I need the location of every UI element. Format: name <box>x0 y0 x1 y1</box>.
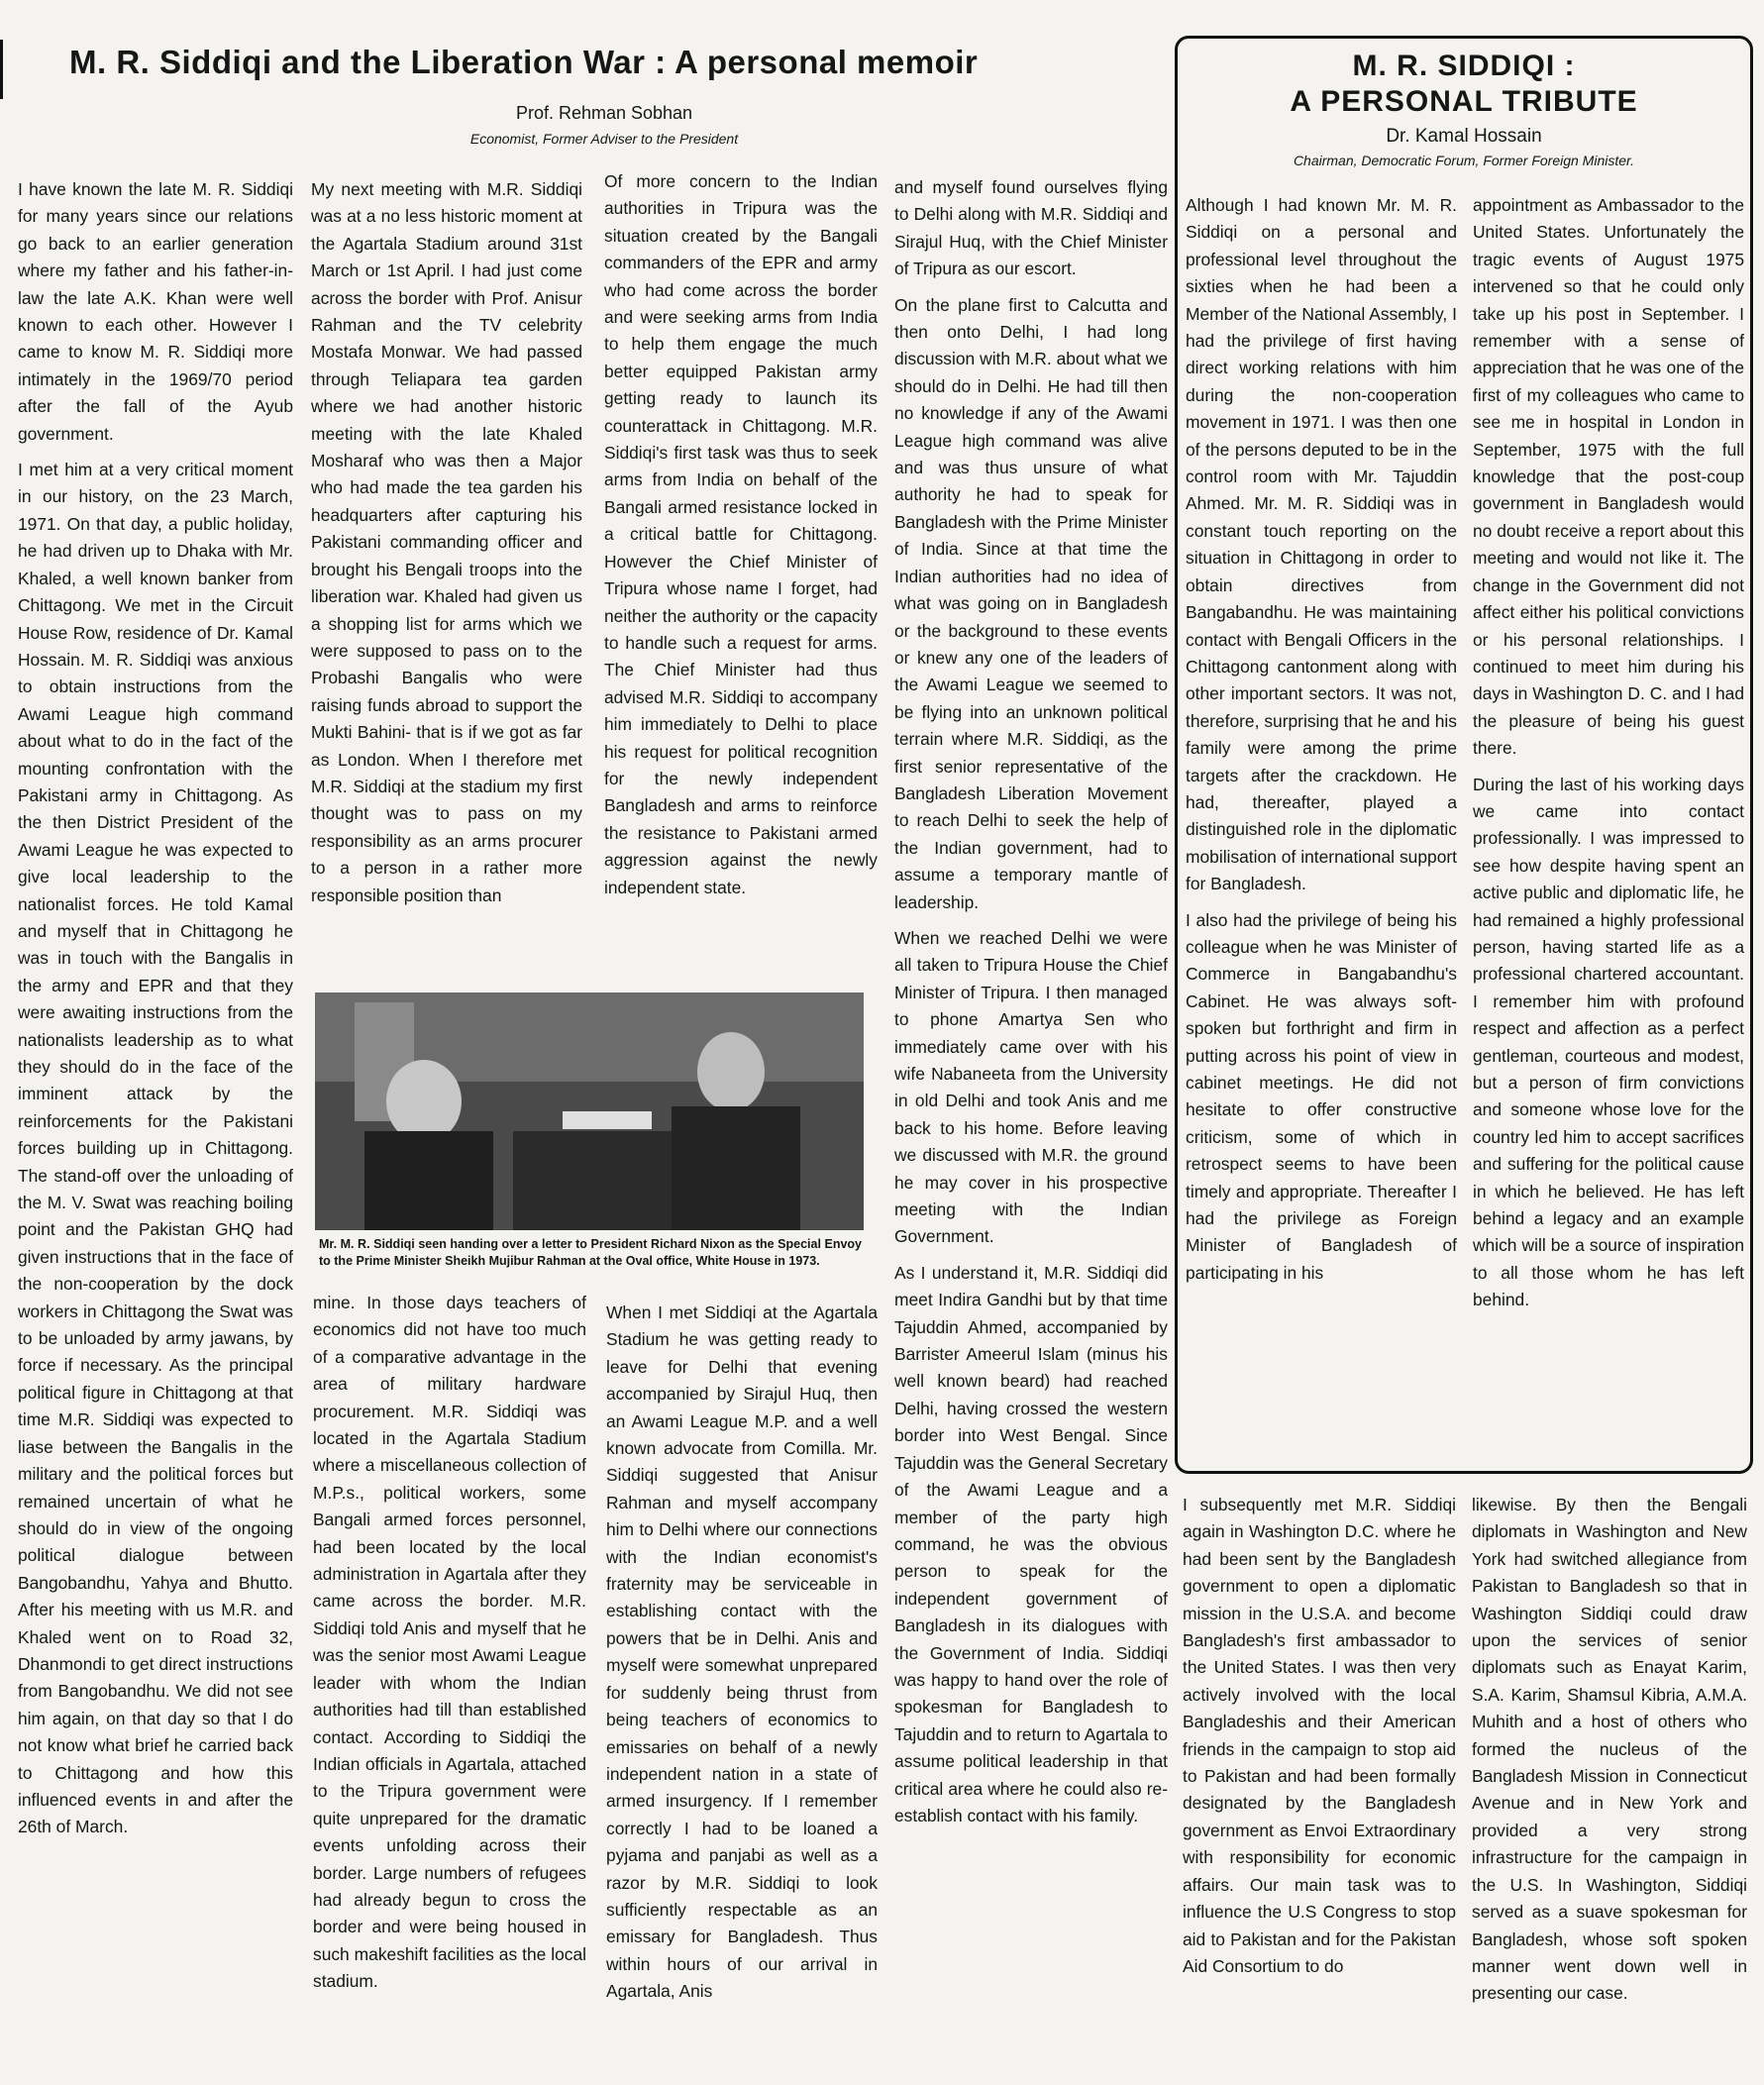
paragraph: When we reached Delhi we were all taken to Tripura House the Chief Minister of Tripura. I then managed to phone Amartya Sen who immediately came over with his wife Nabaneeta from the University in old Delhi and took Anis and me back to his home. Before leaving we discussed with M.R. the ground he may cover in his prospective meeting with the Indian Government. <box>894 927 1168 1247</box>
paragraph: I also had the privilege of being his colleague when he was Minister of Commerce in Bangabandhu's Cabinet. He was always soft-spoken but forthright and firm in putting across his point of view in cabinet meetings. He did not hesitate to offer constructive criticism, some of which in retrospect seems to have been timely and appropriate. Thereafter I had the privilege as Foreign Minister of Bangladesh of participating in his <box>1186 909 1457 1283</box>
lower-right-column-1 <box>1183 1492 1456 2082</box>
paragraph: As I understand it, M.R. Siddiqi did meet Indira Gandhi but by that time Tajuddin Ahmed, accompanied by Barrister Ameerul Islam (minus his well known beard) had reached Delhi, having crossed the western border into West Bengal. Since Tajuddin was the General Secretary of the Awami League and a member of the party high command, he was the obvious person to speak for the independent government of Bangladesh in its dialogues with the Government of India. Siddiqi was happy to hand over the role of spokesman for Bangladesh to Tajuddin and to return to Agartala to assume political leadership in that critical area where he could also re-establish contact with his family. <box>894 1262 1168 1825</box>
photo-person-left-head <box>386 1060 462 1143</box>
tribute-title <box>1178 49 1750 120</box>
paragraph: During the last of his working days we came into contact professionally. I was impressed to see how despite having spent an active public and diplomatic life, he had remained a highly professional person, having started life as a professional chartered accountant. I remember him with profound respect and affection as a perfect gentleman, courteous and modest, but a person of firm convictions and someone whose love for the country led him to accept sacrifices and suffering for the political cause in which he believed. He has left behind a legacy and an example which will be a source of inspiration to all those whom he has left behind. <box>1473 774 1744 1310</box>
photo-letter <box>563 1111 652 1129</box>
article-column-2-bottom <box>313 1290 586 2082</box>
nixon-meeting-photo <box>315 992 864 1230</box>
tribute-title-line-1: M. R. SIDDIQI : <box>1352 50 1576 82</box>
article-column-1 <box>18 176 293 2078</box>
paragraph: On the plane first to Calcutta and then onto Delhi, I had long discussion with M.R. about what we should do in Delhi. He had till then no knowledge if any of the Awami League high command was alive and was thus unsure of what authority he had to speak for Bangladesh with the Prime Minister of India. Since at that time the Indian authorities had no idea of what was going on in Bangladesh or the background to these events or knew any one of the leaders of the Awami League we seemed to be flying into an unknown political terrain where M.R. Siddiqi, as the first senior representative of the Bangladesh Liberation Movement to reach Delhi to seek the help of the Indian government, had to assume a temporary mantle of leadership. <box>894 294 1168 912</box>
lower-right-column-2 <box>1472 1492 1747 2082</box>
paragraph: Of more concern to the Indian authorities in Tripura was the situation created by the Bangali commanders of the EPR and army who had come across the border and were seeking arms from India to help them engage the much better equipped Pakistan army getting ready to launch its counterattack in Chittagong. M.R. Siddiqi's first task was thus to seek arms from India on behalf of the Bangali armed resistance locked in a critical battle for Chittagong. However the Chief Minister of Tripura whose name I forget, had neither the authority or the capacity to handle such a request for arms. The Chief Minister had thus advised M.R. Siddiqi to accompany him immediately to Delhi to place his request for political recognition for the newly independent Bangladesh and arms to reinforce the resistance to Pakistani armed aggression against the newly independent state. <box>604 171 878 897</box>
photo-illustration <box>315 992 864 1230</box>
tribute-column-1 <box>1186 192 1457 1465</box>
article-author: Prof. Rehman Sobhan <box>515 103 693 123</box>
paragraph: When I met Siddiqi at the Agartala Stadium he was getting ready to leave for Delhi that evening accompanied by Sirajul Huq, then an Awami League M.P. and a well known advocate from Comilla. Mr. Siddiqi suggested that Anisur Rahman and myself accompany him to Delhi where our connections with the Indian economist's fraternity may be serviceable in establishing contact with the powers that be in Delhi. Anis and myself were somewhat unprepared for suddenly being thrust from being teachers of economics to emissaries on behalf of a newly independent nation in a state of armed insurgency. If I remember correctly I had to be loaned a pyjama and panjabi as well as a razor by M.R. Siddiqi to look sufficiently respectable as an emissary for Bangladesh. Thus within hours of our arrival in Agartala, Anis <box>606 1303 878 2002</box>
paragraph: My next meeting with M.R. Siddiqi was at a no less historic moment at the Agartala Stadium around 31st March or 1st April. I had just come across the border with Prof. Anisur Rahman and the TV celebrity Mostafa Monwar. We had passed through Teliapara tea garden where we had another historic meeting with the late Khaled Mosharaf who was then a Major who had made the tea garden his headquarters after capturing his Pakistani commanding officer and brought his Bengali troops into the liberation war. Khaled had given us a shopping list for arms which we were supposed to pass on to the Probashi Bangalis who were raising funds abroad to support the Mukti Bahini- that is if we got as far as London. When I therefore met M.R. Siddiqi at the stadium my first thought was to pass on my responsibility as an arms procurer to a person in a rather more responsible position than <box>311 179 582 905</box>
article-column-3-top <box>604 168 878 989</box>
page-edge-mark <box>0 40 9 99</box>
tribute-title-line-2: A PERSONAL TRIBUTE <box>1290 85 1638 118</box>
paragraph: I have known the late M. R. Siddiqi for many years since our relations go back to an earlier generation where my father and his father-in-law the late A.K. Khan were well known to each other. However I came to know M. R. Siddiqi more intimately in the 1969/70 period after the fall of the Ayub government. <box>18 179 293 444</box>
tribute-column-2 <box>1473 192 1744 1465</box>
photo-person-right-head <box>697 1032 765 1111</box>
tribute-author-role: Chairman, Democratic Forum, Former Foreign Minister. <box>1293 153 1635 168</box>
tribute-author: Dr. Kamal Hossain <box>1386 126 1542 147</box>
paragraph: I met him at a very critical moment in our history, on the 23 March, 1971. On that day, a public holiday, he had driven up to Dhaka with Mr. Khaled, a well known banker from Chittagong. We met in the Circuit House Row, residence of Dr. Kamal Hossain. M. R. Siddiqi was anxious to obtain instructions from the Awami League high command about what to do in the fact of the mounting confrontation with the Pakistani army in Chittagong. As the then District President of the Awami League he was expected to give local leadership to the nationalist forces. He told Kamal and myself that in Chittagong he was in touch with the Bangalis in the army and EPR and that they were awaiting instructions from the nationalists leadership as to what they should do in the face of the imminent attack by the reinforcements for the Pakistani forces building up in Chittagong. The stand-off over the unloading of the M. V. Swat was reaching boiling point and the Pakistan GHQ had given instructions that in the face of the non-cooperation by the dock workers in Chittagong the Swat was to be unloaded by army jawans, by force if necessary. As the principal political figure in Chittagong at that time M.R. Siddiqi was expected to liase between the Bangalis in the military and the political forces but remained uncertain of what he should do in view of the ongoing political dialogue between Bangobandhu, Yahya and Bhutto. After his meeting with us M.R. and Khaled went on to Road 32, Dhanmondi to get direct instructions from Bangobandhu. We did not see him again, on that day so that I do not know what brief he carried back to Chittagong and how this influenced events in and after the 26th of March. <box>18 460 293 1837</box>
paragraph: and myself found ourselves flying to Delhi along with M.R. Siddiqi and Sirajul Huq, with the Chief Minister of Tripura as our escort. <box>894 177 1168 279</box>
article-title: M. R. Siddiqi and the Liberation War : A personal memoir <box>69 44 979 80</box>
paragraph: I subsequently met M.R. Siddiqi again in Washington D.C. where he had been sent by the Bangladesh government to open a diplomatic mission in the U.S.A. and become Bangladesh's first ambassador to the United States. I was then very actively involved with the local Bangladeshis and their American friends in the campaign to stop aid to Pakistan and had been formally designated by the Bangladesh government as Envoi Extraordinary with responsibility for economic affairs. Our main task was to influence the U.S Congress to stop aid to Pakistan and for the Pakistan Aid Consortium to do <box>1183 1495 1456 1976</box>
photo-person-right-body <box>672 1106 800 1230</box>
photo-caption: Mr. M. R. Siddiqi seen handing over a letter to President Richard Nixon as the Special Envoy to the Prime Minister Sheikh Mujibur Rahman at the Oval office, White House in 1973. <box>319 1237 862 1268</box>
article-column-3-bottom <box>606 1300 878 2082</box>
photo-person-left-body <box>364 1131 493 1230</box>
paragraph: likewise. By then the Bengali diplomats in Washington and New York had switched allegiance from Pakistan to Bangladesh so that in Washington Siddiqi could draw upon the services of senior diplomats such as Enayat Karim, S.A. Karim, Shamsul Kibria, A.M.A. Muhith and a host of others who formed the nucleus of the Bangladesh Mission in Connecticut Avenue and in New York and provided a very strong infrastructure for the campaign in the U.S. In Washington, Siddiqi served as a suave spokesman for Bangladesh, whose soft spoken manner went down well in presenting our case. <box>1472 1495 1747 2004</box>
article-column-4 <box>894 174 1168 2076</box>
tribute-box <box>1175 36 1753 1474</box>
paragraph: Although I had known Mr. M. R. Siddiqi on a personal and professional level throughout the sixties when he had been a Member of the National Assembly, I had the privilege of first having direct working relations with him during the non-cooperation movement in 1971. I was then one of the persons deputed to be in the control room with Mr. Tajuddin Ahmed. Mr. M. R. Siddiqi was in constant touch reporting on the situation in Chittagong in order to obtain directives from Bangabandhu. He was maintaining contact with Bengali Officers in the Chittagong cantonment along with other important sectors. It was not, therefore, surprising that he and his family were among the prime targets after the crackdown. He had, thereafter, played a distinguished role in the diplomatic mobilisation of international support for Bangladesh. <box>1186 195 1457 894</box>
article-column-2-top <box>311 176 582 989</box>
paragraph: mine. In those days teachers of economics did not have too much of a comparative advantage in the area of military hardware procurement. M.R. Siddiqi was located in the Agartala Stadium where a miscellaneous collection of M.P.s., political workers, some Bangali armed forces personnel, had been located by the local administration in Agartala after they came across the border. M.R. Siddiqi told Anis and myself that he was the senior most Awami League leader with whom the Indian authorities had till than established contact. According to Siddiqi the Indian officials in Agartala, attached to the Tripura government were quite unprepared for the dramatic events unfolding across their border. Large numbers of refugees had already begun to cross the border and were being housed in such makeshift facilities as the local stadium. <box>313 1293 586 1992</box>
paragraph: appointment as Ambassador to the United States. Unfortunately the tragic events of August 1975 intervened so that he could only take up his post in September. I remember with a sense of appreciation that he was one of the first of my colleagues who came to see me in hospital in London in September, 1975 with the full knowledge that the post-coup government in Bangladesh would no doubt receive a report about this meeting and would not like it. The change in the Government did not affect either his political convictions or his personal relationships. I continued to meet him during his days in Washington D. C. and I had the pleasure of being his guest there. <box>1473 195 1744 759</box>
article-author-role: Economist, Former Adviser to the President <box>469 131 739 147</box>
